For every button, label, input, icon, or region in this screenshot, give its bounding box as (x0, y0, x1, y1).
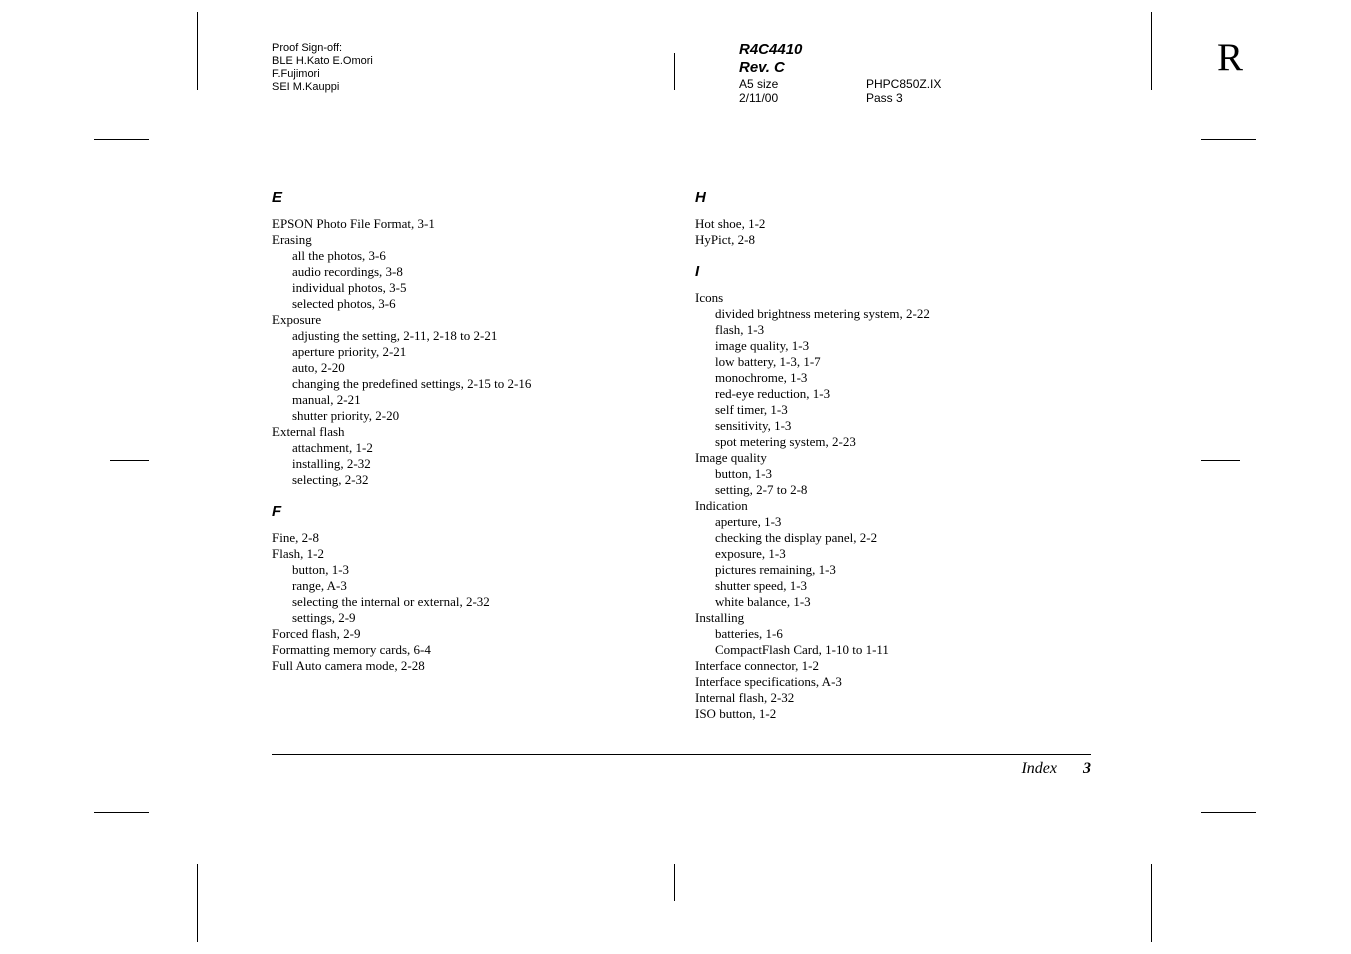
crop-mark (674, 864, 675, 901)
crop-mark (1151, 864, 1152, 942)
crop-mark (197, 12, 198, 90)
index-section-h (695, 188, 1095, 248)
index-entry: Erasing (272, 232, 312, 247)
crop-mark (1201, 139, 1256, 140)
index-entry: ISO button, 1-2 (695, 706, 777, 721)
index-entry: Formatting memory cards, 6-4 (272, 642, 431, 657)
index-column-right (695, 188, 1095, 736)
crop-mark (1201, 460, 1240, 461)
page-number: 3 (1083, 760, 1091, 777)
index-entry: Fine, 2-8 (272, 530, 319, 545)
index-subentry: checking the display panel, 2-2 (715, 530, 878, 545)
meta-cell: PHPC850Z.IX (866, 77, 942, 91)
index-subentry: auto, 2-20 (292, 360, 345, 375)
index-subentry: button, 1-3 (715, 466, 773, 481)
index-subentry: monochrome, 1-3 (715, 370, 808, 385)
crop-mark (94, 139, 149, 140)
index-subentry: spot metering system, 2-23 (715, 434, 856, 449)
section-letter: H (695, 189, 706, 206)
index-subentry: sensitivity, 1-3 (715, 418, 792, 433)
crop-mark (674, 53, 675, 90)
registration-mark: R (1217, 36, 1244, 79)
index-subentry: individual photos, 3-5 (292, 280, 407, 295)
index-subentry: aperture priority, 2-21 (292, 344, 407, 359)
section-letter: F (272, 503, 282, 520)
crop-mark (197, 864, 198, 942)
crop-mark (94, 812, 149, 813)
index-subentry: red-eye reduction, 1-3 (715, 386, 831, 401)
index-column-left (272, 188, 672, 688)
index-entry: Installing (695, 610, 745, 625)
section-letter: I (695, 263, 700, 280)
index-subentry: flash, 1-3 (715, 322, 765, 337)
index-entry: HyPict, 2-8 (695, 232, 755, 247)
index-subentry: shutter speed, 1-3 (715, 578, 808, 593)
footer-rule (272, 754, 1091, 755)
index-section-e (272, 188, 672, 488)
revision: Rev. C (739, 59, 785, 76)
index-subentry: low battery, 1-3, 1-7 (715, 354, 821, 369)
index-entry: Indication (695, 498, 748, 513)
index-subentry: range, A-3 (292, 578, 347, 593)
index-entry: Forced flash, 2-9 (272, 626, 361, 641)
index-subentry: all the photos, 3-6 (292, 248, 386, 263)
proof-line: SEI M.Kauppi (272, 81, 340, 93)
index-subentry: setting, 2-7 to 2-8 (715, 482, 808, 497)
index-subentry: CompactFlash Card, 1-10 to 1-11 (715, 642, 889, 657)
crop-mark (1201, 812, 1256, 813)
index-subentry: self timer, 1-3 (715, 402, 788, 417)
index-entry: External flash (272, 424, 345, 439)
proof-signoff (272, 42, 373, 94)
meta-cell: Pass 3 (866, 91, 903, 105)
meta-cell: A5 size (739, 77, 779, 91)
index-subentry: changing the predefined settings, 2-15 to 2-16 (292, 376, 532, 391)
index-section-f (272, 502, 672, 674)
index-subentry: image quality, 1-3 (715, 338, 810, 353)
section-letter: E (272, 189, 283, 206)
index-subentry: batteries, 1-6 (715, 626, 783, 641)
index-subentry: selecting the internal or external, 2-32 (292, 594, 490, 609)
index-subentry: pictures remaining, 1-3 (715, 562, 836, 577)
index-entry: Interface specifications, A-3 (695, 674, 842, 689)
index-subentry: adjusting the setting, 2-11, 2-18 to 2-21 (292, 328, 498, 343)
footer-label: Index (1021, 760, 1057, 777)
page-footer (1021, 759, 1091, 779)
index-section-i (695, 262, 1095, 722)
index-entry: Exposure (272, 312, 322, 327)
index-subentry: button, 1-3 (292, 562, 350, 577)
index-subentry: divided brightness metering system, 2-22 (715, 306, 930, 321)
meta-cell: 2/11/00 (739, 91, 779, 105)
index-subentry: aperture, 1-3 (715, 514, 782, 529)
index-entry: Interface connector, 1-2 (695, 658, 819, 673)
index-subentry: attachment, 1-2 (292, 440, 373, 455)
index-entry: Internal flash, 2-32 (695, 690, 795, 705)
index-entry: Image quality (695, 450, 767, 465)
crop-mark (110, 460, 149, 461)
index-subentry: selected photos, 3-6 (292, 296, 396, 311)
index-entry: EPSON Photo File Format, 3-1 (272, 216, 435, 231)
index-subentry: exposure, 1-3 (715, 546, 786, 561)
index-subentry: shutter priority, 2-20 (292, 408, 400, 423)
index-subentry: manual, 2-21 (292, 392, 361, 407)
proof-line: F.Fujimori (272, 68, 320, 80)
meta-grid (739, 77, 941, 105)
index-subentry: selecting, 2-32 (292, 472, 369, 487)
index-entry: Full Auto camera mode, 2-28 (272, 658, 425, 673)
index-subentry: white balance, 1-3 (715, 594, 811, 609)
proof-line: BLE H.Kato E.Omori (272, 55, 373, 67)
index-entry: Hot shoe, 1-2 (695, 216, 766, 231)
index-subentry: settings, 2-9 (292, 610, 356, 625)
crop-mark (1151, 12, 1152, 90)
index-subentry: installing, 2-32 (292, 456, 371, 471)
revision-block (739, 41, 941, 105)
index-entry: Icons (695, 290, 724, 305)
index-entry: Flash, 1-2 (272, 546, 324, 561)
index-subentry: audio recordings, 3-8 (292, 264, 403, 279)
proof-line: Proof Sign-off: (272, 42, 343, 54)
model-code: R4C4410 (739, 41, 803, 58)
